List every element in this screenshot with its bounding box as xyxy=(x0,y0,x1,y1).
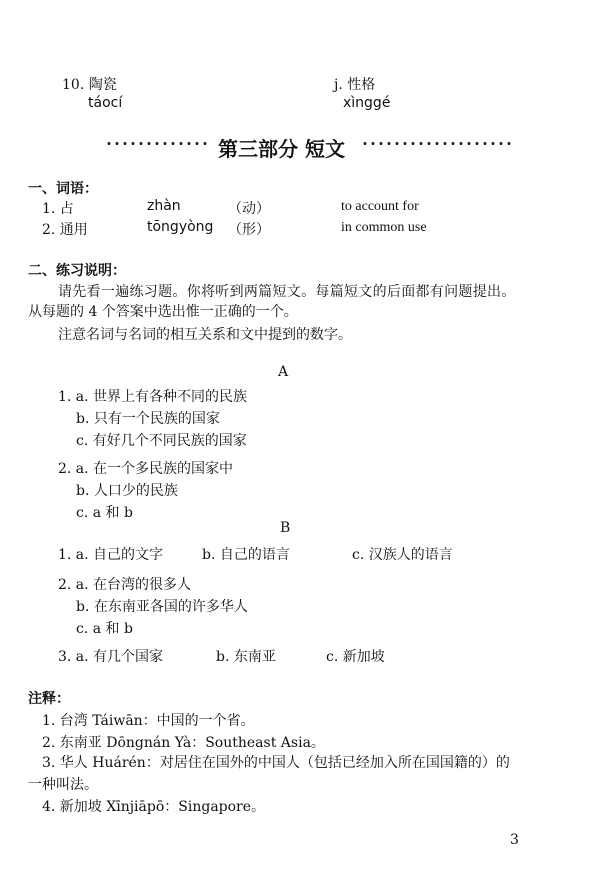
vocabulary-heading: 一、词语： xyxy=(28,181,98,197)
note-2: 2. 东南亚 Dōngnán Yà：Southeast Asia。 xyxy=(42,735,325,751)
a-q2-option-c: c. a 和 b xyxy=(76,505,133,521)
a-q1-option-a: 1. a. 世界上有各种不同的民族 xyxy=(58,389,248,405)
b-q2-option-c: c. a 和 b xyxy=(76,621,133,637)
dot-ornament-left xyxy=(105,141,209,146)
instructions-line-1: 请先看一遍练习题。你将听到两篇短文。每篇短文的后面都有问题提出。 xyxy=(58,284,516,300)
dot-ornament-right xyxy=(361,141,511,146)
b-q3-option-c: c. 新加坡 xyxy=(326,649,385,665)
note-3-continued: 一种叫法。 xyxy=(28,777,98,793)
page-number: 3 xyxy=(510,832,519,848)
note-3: 3. 华人 Huárén：对居住在国外的中国人（包括已经加入所在国国籍的）的 xyxy=(42,755,510,771)
a-q2-option-a: 2. a. 在一个多民族的国家中 xyxy=(58,461,234,477)
section-title: 第三部分 短文 xyxy=(218,137,345,161)
vocab-item-1-num: 1. 占 xyxy=(42,201,74,217)
b-q2-option-b: b. 在东南亚各国的许多华人 xyxy=(76,599,248,615)
instructions-line-3: 注意名词与名词的相互关系和文中提到的数字。 xyxy=(58,327,352,343)
vocab-item-2-meaning: in common use xyxy=(341,220,427,235)
vocab-j-pinyin: xìnggé xyxy=(343,95,391,111)
vocab-10-label: 10. 陶瓷 xyxy=(62,77,117,93)
part-b-label: B xyxy=(280,520,291,536)
b-q3-option-a: 3. a. 有几个国家 xyxy=(58,649,164,665)
vocab-item-1-pos: （动） xyxy=(228,201,270,217)
b-q1-option-c: c. 汉族人的语言 xyxy=(352,547,453,563)
b-q1-option-b: b. 自己的语言 xyxy=(202,547,290,563)
notes-heading: 注释： xyxy=(28,691,70,707)
vocab-item-1-meaning: to account for xyxy=(341,199,419,214)
instructions-line-2: 从每题的 4 个答案中选出惟一正确的一个。 xyxy=(28,304,298,320)
b-q1-option-a: 1. a. 自己的文字 xyxy=(58,547,164,563)
vocab-item-1-pinyin: zhàn xyxy=(147,198,181,214)
a-q1-option-b: b. 只有一个民族的国家 xyxy=(76,411,220,427)
b-q2-option-a: 2. a. 在台湾的很多人 xyxy=(58,577,192,593)
vocab-item-2-num: 2. 通用 xyxy=(42,222,88,238)
a-q1-option-c: c. 有好几个不同民族的国家 xyxy=(76,433,247,449)
a-q2-option-b: b. 人口少的民族 xyxy=(76,483,178,499)
b-q3-option-b: b. 东南亚 xyxy=(216,649,276,665)
vocab-item-2-pos: （形） xyxy=(228,222,270,238)
note-1: 1. 台湾 Táiwān：中国的一个省。 xyxy=(42,713,255,729)
vocab-j-label: j. 性格 xyxy=(334,77,376,93)
vocab-10-pinyin: táocí xyxy=(88,95,123,111)
part-a-label: A xyxy=(278,364,289,380)
vocab-item-2-pinyin: tōngyòng xyxy=(147,219,214,235)
instructions-heading: 二、练习说明： xyxy=(28,263,126,279)
note-4: 4. 新加坡 Xīnjiāpō：Singapore。 xyxy=(42,799,266,815)
